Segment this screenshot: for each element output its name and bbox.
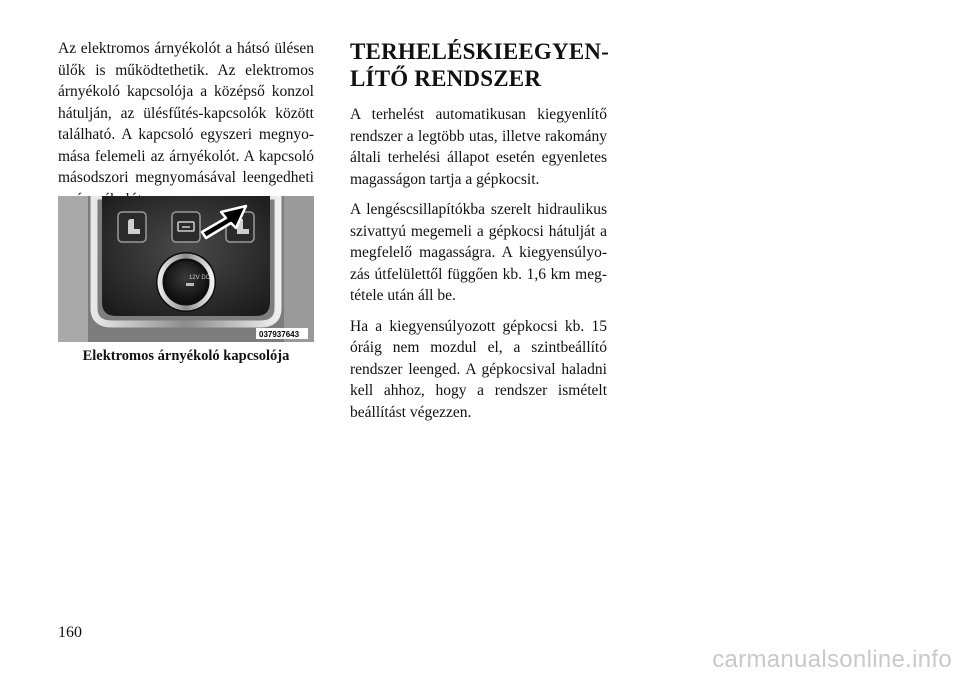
- site-watermark: carmanualsonline.info: [712, 646, 952, 673]
- intro-paragraph: Az elektromos árnyékolót a hátsó ülésen ülők is működtethetik. Az elektromos árnyékoló kapcsolója a középső konzol hátulján, az ülésfűtés-kapcsolók között található. A kapcsoló egyszeri megnyomása felemeli az árnyékolót. A kapcsoló másodszori megnyomásával leengedheti: [58, 40, 314, 186]
- body-paragraph-1: A terhelést automatikusan kiegyenlítő rendszer a legtöbb utas, illetve rakomány általi terhelési állapot esetén egyenletes magasságon tartja a gépkocsit.: [350, 106, 607, 188]
- body-paragraph-3: Ha a kiegyensúlyozott gépkocsi kb. 15 óráig nem mozdul el, a szintbeállító rendszer leenged. A gépkocsival haladni kell ahhoz, hogy a rendszer ismételt beállítást végezzen.: [350, 317, 607, 421]
- body-paragraph-2: A lengéscsillapítókba szerelt hidraulikus szivattyú megemeli a gépkocsi hátulját a megfelelő magasságra. A kiegyensúlyozás útfelülettől függően kb. 1,6 km megtétele után áll be.: [350, 201, 607, 304]
- console-switch-photo: [58, 196, 314, 342]
- figure-caption: Elektromos árnyékoló kapcsolója: [82, 348, 290, 364]
- left-column: [58, 38, 314, 210]
- right-column: [350, 38, 610, 432]
- image-code: 037937643: [259, 330, 300, 339]
- section-heading: TERHELÉSKIEEGYEN-LÍTŐ RENDSZER: [350, 39, 610, 91]
- socket-label: 12V DC: [189, 275, 211, 281]
- page-number: 160: [58, 624, 82, 641]
